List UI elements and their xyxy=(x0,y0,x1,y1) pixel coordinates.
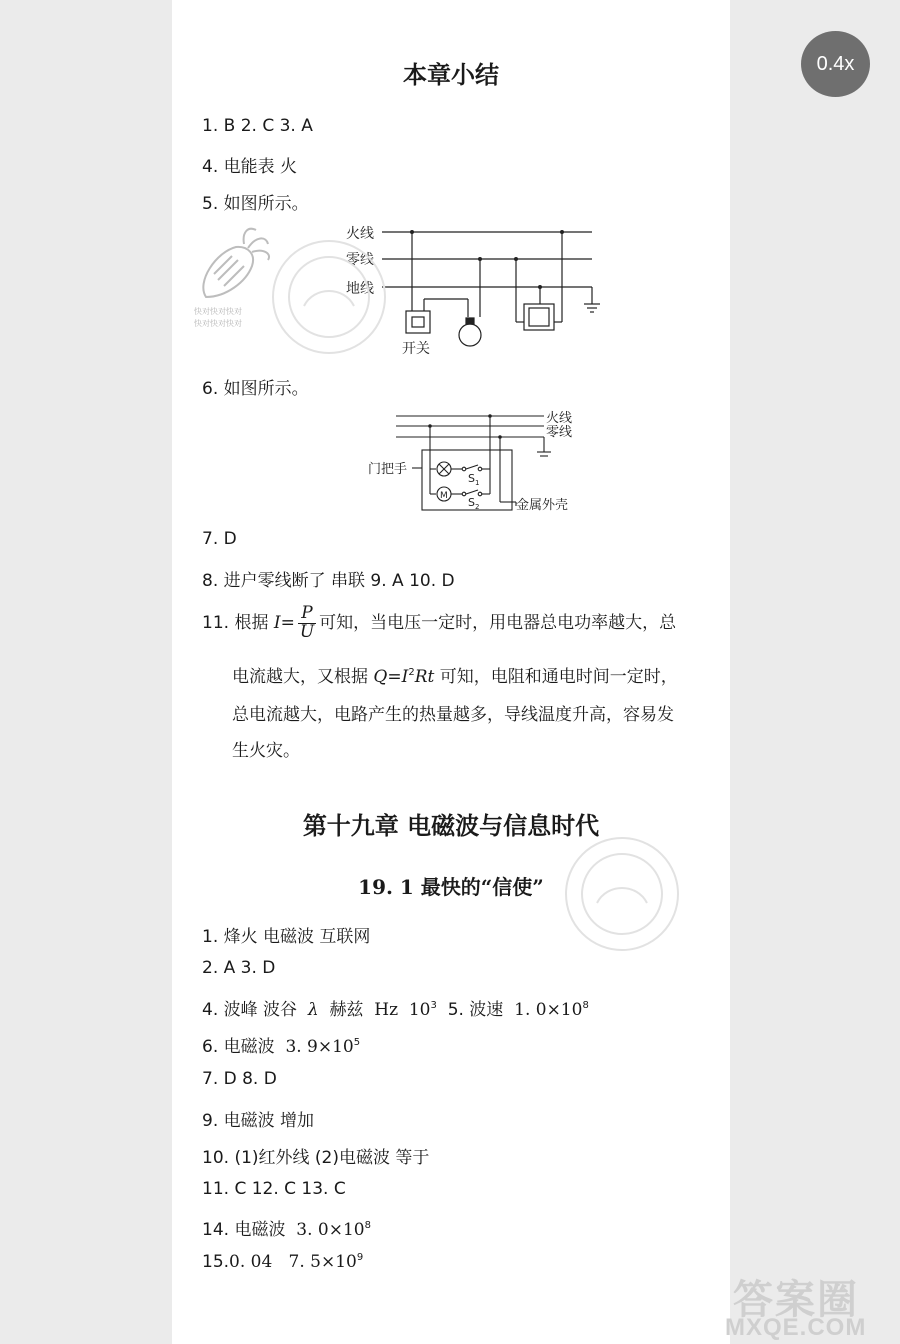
switch-s1-label: $S_1$ xyxy=(468,472,480,487)
chapter-19-title: 第十九章 电磁波与信息时代 xyxy=(302,811,600,840)
answer-11-text-2b: 可知，电阻和通电时间一定时， xyxy=(439,667,678,687)
answer-1-3: 1. B 2. C 3. A xyxy=(202,116,313,136)
seal-watermark-icon xyxy=(264,236,394,358)
watermark-line-1: 答案圈 xyxy=(733,1278,859,1322)
document-page xyxy=(172,0,730,1344)
wavelength-symbol: λ xyxy=(307,1000,319,1020)
watermark-line-2: MXQE.COM xyxy=(725,1314,867,1341)
ch19-answer-5-text: 5. 波速 xyxy=(447,1000,504,1020)
motor-label: M xyxy=(440,491,448,501)
live-wire-label: 火线 xyxy=(346,226,374,242)
answer-11-line-4: 生火灾。 xyxy=(232,741,300,761)
answer-6: 6. 如图所示。 xyxy=(202,379,309,399)
ch19-answer-15 xyxy=(202,1252,363,1272)
ch19-answer-15-value-2: 7. 5×10 xyxy=(288,1252,357,1272)
answer-11-text-1: 可知，当电压一定时，用电器总电功率越大，总 xyxy=(319,613,677,633)
hz-unit: Hz xyxy=(374,1000,399,1020)
answer-5: 5. 如图所示。 xyxy=(202,194,309,214)
current-symbol-2: I xyxy=(401,667,409,687)
answer-4: 4. 电能表 火 xyxy=(202,157,298,177)
equals-sign-2: = xyxy=(387,667,402,687)
answer-8-10: 8. 进户零线断了 串联 9. A 10. D xyxy=(202,571,455,591)
answer-11-line-2 xyxy=(232,662,678,687)
ch19-answer-15-text: 15. xyxy=(202,1252,230,1272)
answer-11-text-2a: 电流越大，又根据 xyxy=(232,667,368,687)
current-symbol: I xyxy=(273,613,281,633)
switch-label: 开关 xyxy=(402,341,430,357)
power-exponent: 3 xyxy=(430,1000,437,1011)
ch19-answer-14-exponent: 8 xyxy=(364,1220,371,1231)
chapter-summary-title: 本章小结 xyxy=(403,60,499,89)
ch19-answer-4-text: 4. 波峰 波谷 xyxy=(202,1000,298,1020)
ch19-answer-14-text: 14. 电磁波 xyxy=(202,1220,286,1240)
seal-watermark-icon-2 xyxy=(557,833,687,955)
door-handle-label: 门把手 xyxy=(368,462,408,477)
neutral-wire-label: 零线 xyxy=(346,252,374,268)
svg-text:快对快对快对: 快对快对快对 xyxy=(194,319,242,328)
equals-sign: = xyxy=(280,613,295,633)
ch19-answer-15-value-1: 0. 04 xyxy=(229,1252,273,1272)
fraction-numerator: P xyxy=(298,605,316,624)
heat-symbol: Q xyxy=(373,667,388,687)
wave-speed-value: 1. 0×10 xyxy=(514,1000,583,1020)
door-circuit-diagram xyxy=(368,406,598,518)
answer-11-line-1 xyxy=(202,601,676,645)
ch19-answer-6 xyxy=(202,1032,360,1057)
zoom-level-badge[interactable]: 0.4x xyxy=(801,31,870,97)
hertz-word: 赫兹 xyxy=(329,1000,364,1020)
ch19-answer-4-5 xyxy=(202,995,589,1020)
site-watermark xyxy=(725,1268,900,1344)
power-base: 10 xyxy=(408,1000,431,1020)
ch19-answer-7-8: 7. D 8. D xyxy=(202,1069,277,1089)
switch-s2-label: $S_2$ xyxy=(468,496,480,511)
resistance-time-symbol: Rt xyxy=(414,667,435,687)
neutral-wire-label-2: 零线 xyxy=(546,425,573,440)
svg-text:快对快对快对: 快对快对快对 xyxy=(194,307,242,316)
ch19-answer-11-13: 11. C 12. C 13. C xyxy=(202,1179,346,1199)
answer-7: 7. D xyxy=(202,529,237,549)
ch19-answer-6-exponent: 5 xyxy=(353,1037,361,1048)
ch19-answer-2-3: 2. A 3. D xyxy=(202,958,276,978)
ch19-answer-15-exponent: 9 xyxy=(356,1252,364,1263)
section-19-1-title: 19. 1 最快的“信使” xyxy=(358,875,544,899)
wave-speed-exponent: 8 xyxy=(582,1000,589,1011)
power-over-voltage-fraction xyxy=(298,602,316,642)
ground-wire-label: 地线 xyxy=(346,281,374,297)
fraction-denominator: U xyxy=(299,621,315,642)
metal-shell-label: 金属外壳 xyxy=(516,498,569,513)
live-wire-label-2: 火线 xyxy=(546,411,573,426)
ch19-answer-1: 1. 烽火 电磁波 互联网 xyxy=(202,927,371,947)
ch19-answer-6-value: 3. 9×10 xyxy=(285,1037,354,1057)
ch19-answer-14-value: 3. 0×10 xyxy=(296,1220,365,1240)
ch19-answer-6-text: 6. 电磁波 xyxy=(202,1037,275,1057)
answer-11-line-3: 总电流越大，电路产生的热量越多，导线温度升高，容易发 xyxy=(232,705,674,725)
ch19-answer-9: 9. 电磁波 增加 xyxy=(202,1111,315,1131)
answer-11-prefix: 11. 根据 xyxy=(202,613,269,633)
ch19-answer-14 xyxy=(202,1215,371,1240)
square-exponent: 2 xyxy=(408,667,415,678)
ch19-answer-10: 10. (1)红外线 (2)电磁波 等于 xyxy=(202,1148,430,1168)
